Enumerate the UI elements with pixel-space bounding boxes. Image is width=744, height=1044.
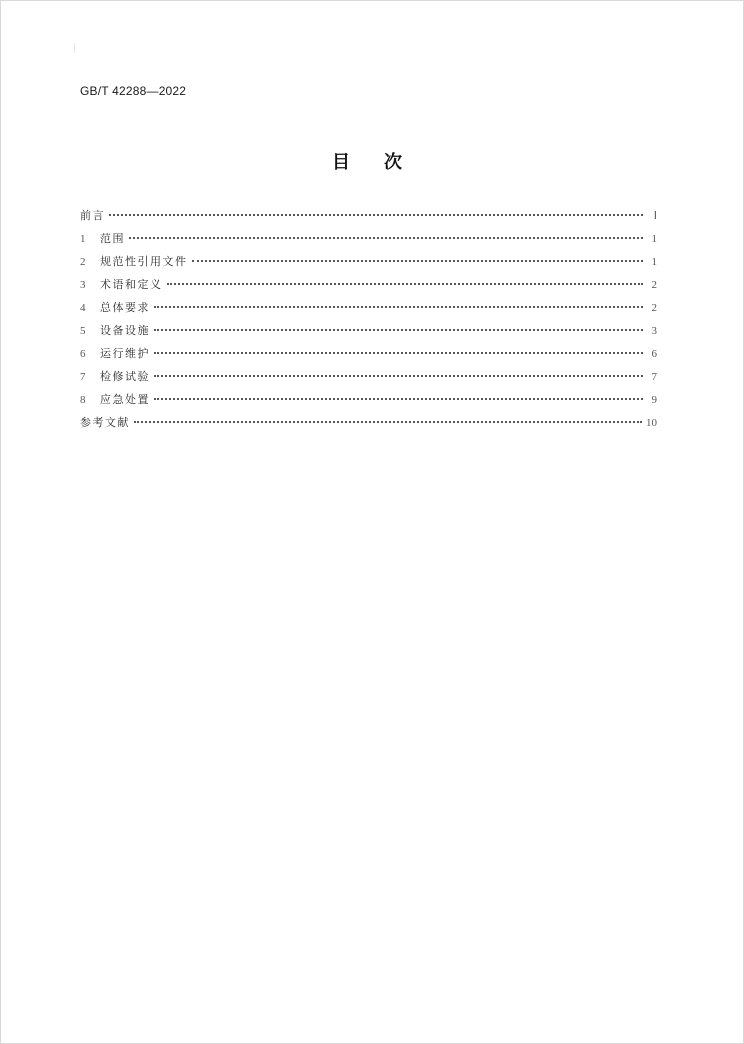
toc-item-number: 2 [80, 256, 86, 268]
toc-item-general-requirements[interactable] [80, 299, 657, 322]
toc-item-page: 9 [651, 394, 657, 406]
toc-leader-dots [154, 375, 643, 377]
toc-item-label: 检修试验 [100, 370, 150, 383]
toc-leader-dots [134, 421, 642, 423]
table-of-contents [80, 207, 657, 437]
toc-leader-dots [109, 214, 643, 216]
toc-item-label: 范围 [100, 232, 125, 245]
toc-item-emergency-handling[interactable] [80, 391, 657, 414]
toc-item-page: 2 [651, 279, 657, 291]
toc-item-number: 8 [80, 394, 86, 406]
toc-item-number: 4 [80, 302, 86, 314]
toc-item-equipment-facilities[interactable] [80, 322, 657, 345]
toc-item-label: 参考文献 [80, 416, 130, 429]
toc-item-label: 术语和定义 [100, 278, 163, 291]
toc-item-label: 前言 [80, 209, 105, 222]
toc-item-operation-maintenance[interactable] [80, 345, 657, 368]
toc-item-normative-references[interactable] [80, 253, 657, 276]
toc-leader-dots [192, 260, 644, 262]
toc-item-label: 规范性引用文件 [100, 255, 188, 268]
toc-item-bibliography[interactable] [80, 414, 657, 437]
toc-item-number: 3 [80, 279, 86, 291]
toc-item-number: 1 [80, 233, 86, 245]
toc-item-label: 总体要求 [100, 301, 150, 314]
toc-item-page: 1 [651, 233, 657, 245]
toc-item-label: 运行维护 [100, 347, 150, 360]
toc-item-number: 6 [80, 348, 86, 360]
page-title: 目次 [332, 152, 436, 173]
toc-leader-dots [154, 329, 643, 331]
toc-item-number: 5 [80, 325, 86, 337]
toc-item-page: 7 [651, 371, 657, 383]
toc-item-page: 3 [651, 325, 657, 337]
toc-item-page: 1 [651, 256, 657, 268]
toc-leader-dots [154, 398, 643, 400]
toc-leader-dots [154, 306, 643, 308]
toc-item-label: 设备设施 [100, 324, 150, 337]
toc-item-terms-definitions[interactable] [80, 276, 657, 299]
toc-leader-dots [154, 352, 643, 354]
toc-item-label: 应急处置 [100, 393, 150, 406]
toc-item-page: Ⅰ [653, 210, 657, 222]
scan-artifact [74, 43, 75, 53]
toc-item-page: 6 [651, 348, 657, 360]
toc-item-number: 7 [80, 371, 86, 383]
toc-leader-dots [167, 283, 644, 285]
toc-leader-dots [129, 237, 643, 239]
toc-item-overhaul-testing[interactable] [80, 368, 657, 391]
toc-item-page: 10 [646, 417, 657, 429]
toc-item-foreword[interactable] [80, 207, 657, 230]
toc-item-page: 2 [651, 302, 657, 314]
toc-item-scope[interactable] [80, 230, 657, 253]
standard-number: GB/T 42288—2022 [80, 84, 187, 98]
